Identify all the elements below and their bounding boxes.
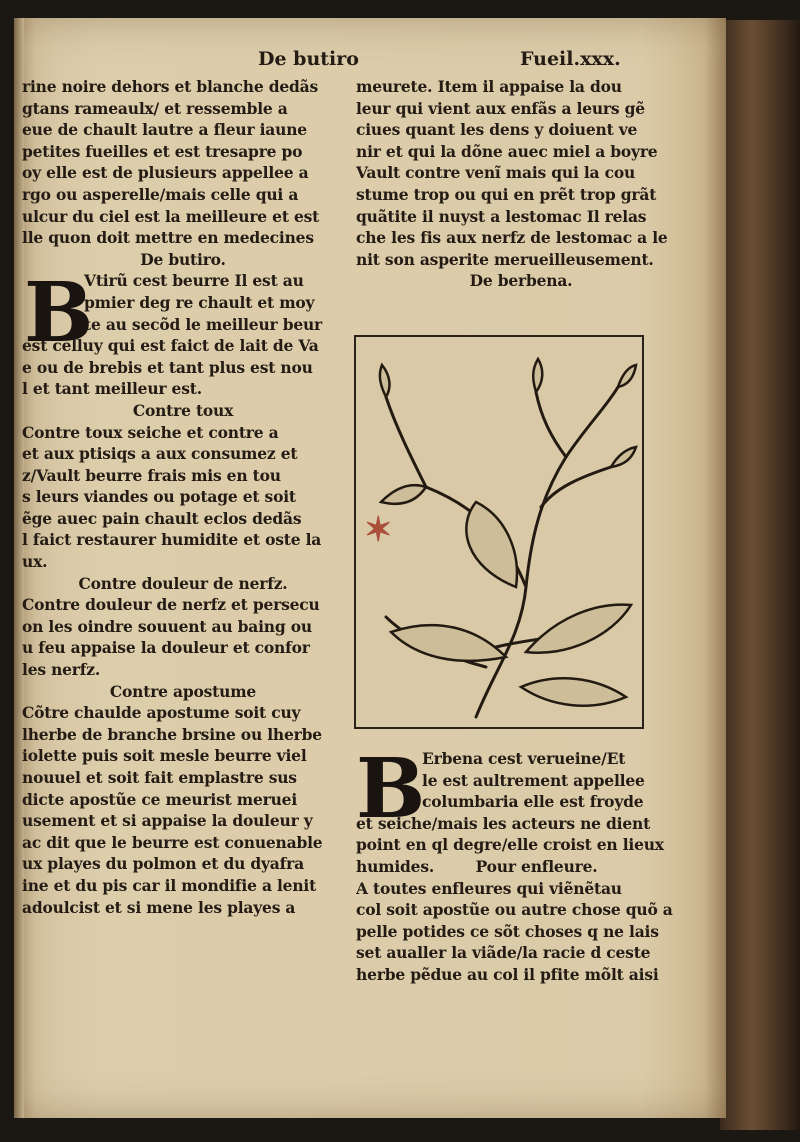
text-line: nir et qui la dõne auec miel a boyre	[356, 141, 658, 161]
text-line: nit son asperite merueilleusement.	[356, 249, 654, 269]
text-line: quãtite il nuyst a lestomac Il relas	[356, 206, 647, 226]
text-line: iolette puis soit mesle beurre viel	[22, 746, 307, 766]
text-line: ac dit que le beurre est conuenable	[22, 832, 323, 852]
text-line: les nerfz.	[22, 660, 101, 680]
text-line: rine noire dehors et blanche dedãs	[22, 77, 319, 96]
text-line: petites fueilles et est tresapre po	[22, 141, 303, 161]
text-line: nouuel et soit fait emplastre sus	[22, 768, 297, 787]
text-line: meurete. Item il appaise la dou	[356, 77, 622, 96]
running-head-title: De butiro	[258, 48, 359, 70]
dropcap-left: B	[24, 265, 94, 361]
section-heading: Contre douleur de nerfz.	[78, 573, 288, 593]
text-line: u feu appaise la douleur et confor	[22, 638, 310, 658]
text-line: pmier deg re chault et moy	[84, 292, 315, 312]
dropcap-right: B	[356, 741, 426, 837]
text-line: l et tant meilleur est.	[22, 379, 202, 399]
text-line: rgo ou asperelle/mais celle qui a	[22, 184, 299, 204]
section-heading: De berbena.	[469, 271, 573, 291]
section-heading: De butiro.	[140, 249, 226, 269]
text-line: eue de chault lautre a fleur iaune	[22, 120, 307, 140]
text-line: usement et si appaise la douleur y	[22, 811, 313, 831]
text-line: ux playes du polmon et du dyafra	[22, 854, 304, 874]
text-line: set aualler la viãde/la racie d ceste	[356, 943, 651, 963]
verbena-woodcut-illustration	[354, 335, 644, 729]
plant-drawing	[356, 337, 642, 727]
text-line: Vault contre venĩ mais qui la cou	[356, 163, 636, 183]
left-text-column	[22, 76, 344, 918]
text-line: humides. Pour enfleure.	[356, 856, 598, 876]
text-line: stume trop ou qui en prẽt trop grãt	[356, 184, 657, 204]
text-line: est celluy qui est faict de lait de Va	[22, 336, 319, 356]
text-line: te au secõd le meilleur beur	[84, 314, 323, 334]
text-line: lle quon doit mettre en medecines	[22, 228, 314, 248]
text-line: et aux ptisiqs a aux consumez et	[22, 444, 298, 464]
text-line: columbaria elle est froyde	[422, 792, 644, 812]
text-line: ulcur du ciel est la meilleure et est	[22, 206, 320, 226]
text-line: e ou de brebis et tant plus est nou	[22, 357, 313, 377]
section-heading: Contre toux	[132, 400, 234, 420]
right-text-column-bottom	[356, 741, 686, 986]
text-line: leur qui vient aux enfãs a leurs gẽ	[356, 98, 645, 118]
text-line: le est aultrement appellee	[422, 770, 645, 790]
text-line: gtans rameaulx/ et ressemble a	[22, 98, 288, 118]
text-line: Cõtre chaulde apostume soit cuy	[22, 703, 301, 723]
right-text-column-top	[356, 76, 686, 292]
text-line: point en ql degre/elle croist en lieux	[356, 835, 664, 855]
text-line: lherbe de branche brsine ou lherbe	[22, 724, 322, 744]
text-line: dicte apostũe ce meurist meruei	[22, 789, 298, 809]
text-line: Contre toux seiche et contre a	[22, 422, 279, 442]
text-line: Erbena cest verueine/Et	[422, 749, 626, 768]
section-heading: Contre apostume	[109, 681, 257, 701]
text-line: adoulcist et si mene les playes a	[22, 897, 296, 917]
text-line: oy elle est de plusieurs appellee a	[22, 163, 309, 183]
text-line: pelle potides ce sõt choses q ne lais	[356, 921, 659, 941]
text-line: s leurs viandes ou potage et soit	[22, 487, 296, 507]
text-line: Contre douleur de nerfz et persecu	[22, 595, 320, 615]
text-line: z/Vault beurre frais mis en tou	[22, 465, 281, 485]
text-line: on les oindre souuent au baing ou	[22, 616, 312, 636]
text-line: che les fis aux nerfz de lestomac a le	[356, 228, 668, 248]
book-edge	[720, 20, 800, 1130]
text-line: ẽge auec pain chault eclos dedãs	[22, 508, 302, 528]
text-line: Vtirũ cest beurre Il est au	[84, 271, 304, 291]
text-line: ux.	[22, 552, 48, 572]
folio-number: Fueil.xxx.	[520, 48, 621, 70]
text-line: et seiche/mais les acteurs ne dient	[356, 813, 651, 833]
red-ink-mark: ✶	[364, 510, 393, 550]
text-line: ciues quant les dens y doiuent ve	[356, 120, 638, 140]
text-line: col soit apostũe ou autre chose quõ a	[356, 900, 673, 920]
text-line: herbe pẽdue au col il pfite mõlt aisi	[356, 964, 659, 984]
text-line: A toutes enfleures qui viẽnẽtau	[356, 878, 622, 898]
text-line: ine et du pis car il mondifie a lenit	[22, 875, 317, 895]
text-line: l faict restaurer humidite et oste la	[22, 530, 322, 550]
